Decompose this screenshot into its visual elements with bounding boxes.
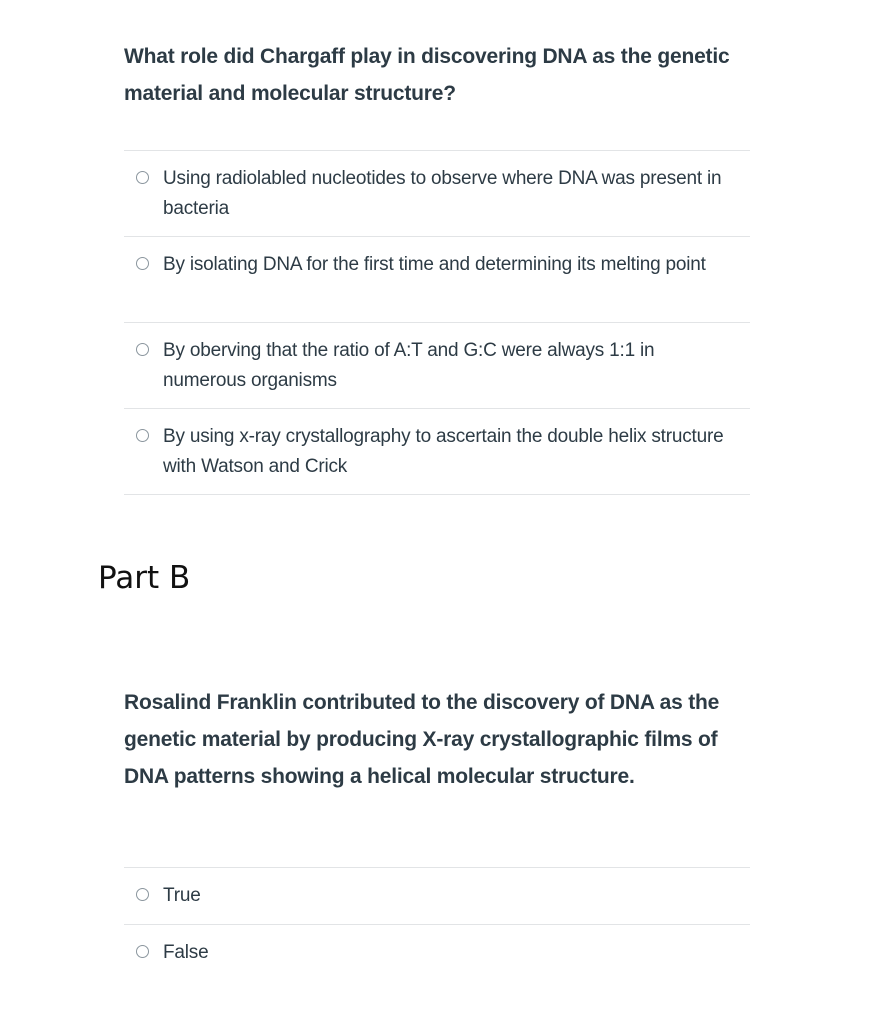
answer-option-2[interactable]: [124, 237, 750, 323]
radio-unchecked-icon[interactable]: [136, 888, 149, 901]
radio-unchecked-icon[interactable]: [136, 171, 149, 184]
radio-unchecked-icon[interactable]: [136, 429, 149, 442]
question-2-prompt: Rosalind Franklin contributed to the discovery of DNA as the genetic material by producing X-ray crystallographic films of DNA patterns showing a helical molecular structure.: [124, 691, 720, 788]
part-b-heading: Part B: [98, 560, 191, 596]
answer-option-label: By isolating DNA for the first time and determining its melting point: [163, 254, 706, 275]
answer-option-label: By oberving that the ratio of A:T and G:C were always 1:1 in numerous organisms: [163, 340, 655, 391]
question-1-prompt: What role did Chargaff play in discovering DNA as the genetic material and molecular structure?: [124, 45, 730, 105]
radio-unchecked-icon[interactable]: [136, 343, 149, 356]
answer-option-true[interactable]: [124, 868, 750, 925]
radio-unchecked-icon[interactable]: [136, 945, 149, 958]
answer-option-3[interactable]: [124, 323, 750, 409]
question-2: [124, 684, 752, 963]
question-2-answers: [124, 867, 750, 982]
question-1-answers: [124, 150, 750, 495]
answer-option-label: False: [163, 942, 209, 963]
radio-unchecked-icon[interactable]: [136, 257, 149, 270]
question-1: [124, 38, 752, 477]
answer-option-4[interactable]: [124, 409, 750, 495]
answer-option-label: By using x-ray crystallography to ascertain the double helix structure with Watson and Crick: [163, 426, 724, 477]
answer-option-1[interactable]: [124, 151, 750, 237]
answer-option-false[interactable]: [124, 925, 750, 982]
answer-option-label: True: [163, 885, 201, 906]
answer-option-label: Using radiolabled nucleotides to observe where DNA was present in bacteria: [163, 168, 722, 219]
